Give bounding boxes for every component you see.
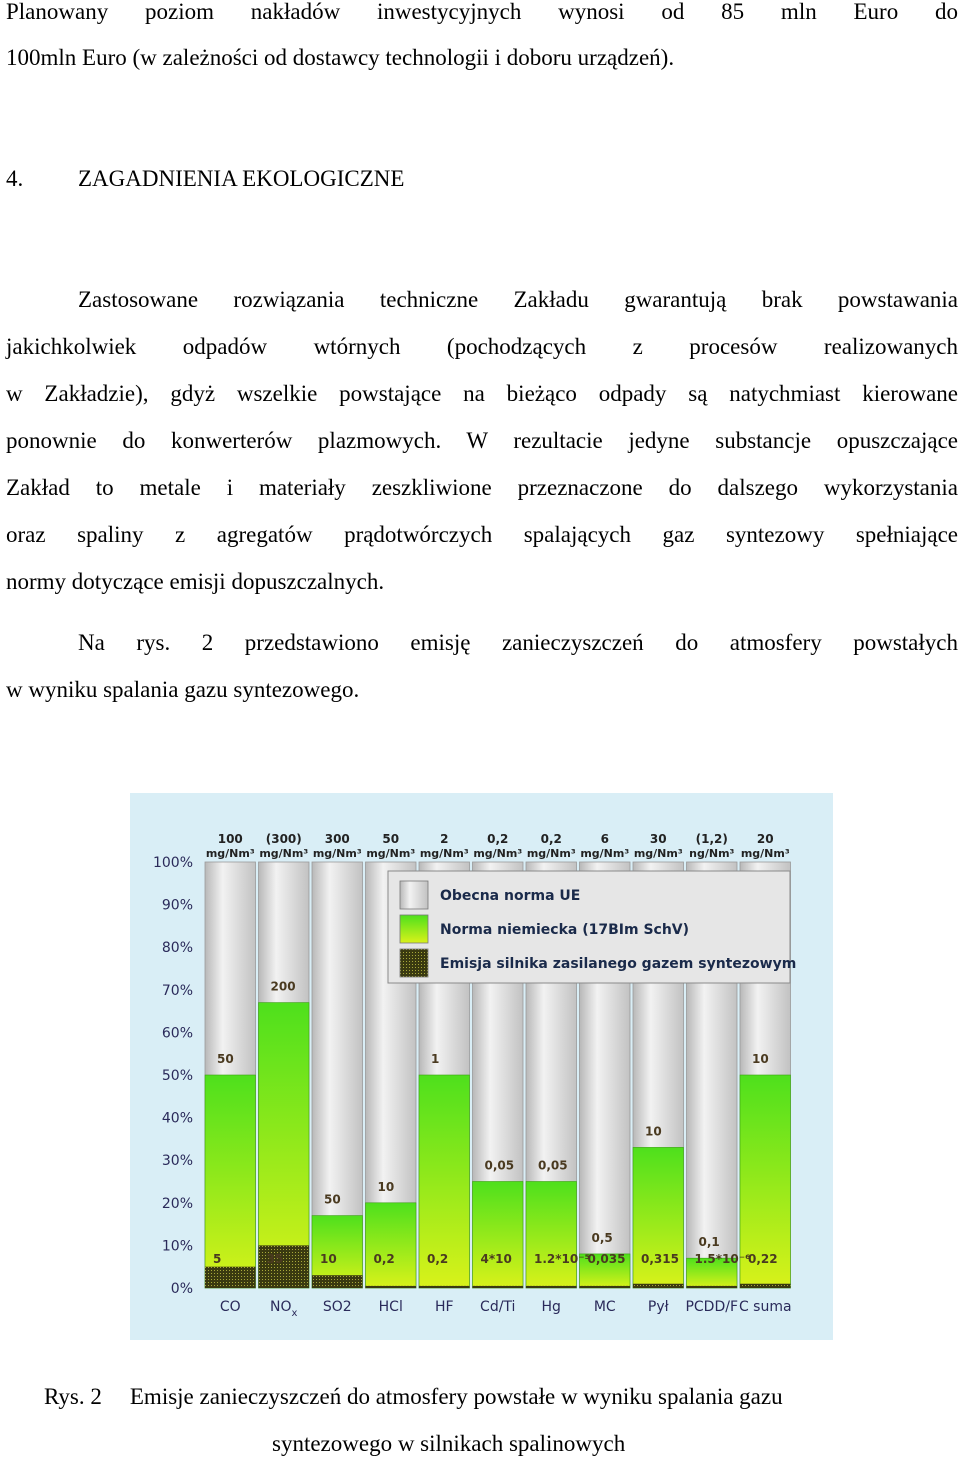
emissions-chart-svg: [130, 793, 833, 1340]
emissions-chart: [130, 793, 833, 1340]
header-limit-value: 2: [440, 832, 449, 846]
legend-swatch: [400, 915, 428, 943]
header-limit-value: 20: [756, 832, 774, 846]
header-limit-value: (1,2): [695, 832, 728, 846]
x-tick-label: CO: [219, 1299, 241, 1315]
data-label-engine-emission: 4*10: [480, 1252, 512, 1266]
header-limit-value: 6: [600, 832, 609, 846]
data-label-engine-emission: 35: [266, 1252, 284, 1266]
data-label-german-norm: 0,5: [591, 1230, 613, 1245]
header-limit-value: 0,2: [540, 832, 562, 846]
bar-engine-emission: [473, 1286, 524, 1288]
y-tick-label: 80%: [161, 940, 193, 957]
header-limit-unit: mg/Nm³: [740, 847, 790, 860]
data-label-german-norm: 10: [377, 1179, 395, 1194]
y-tick-label: 90%: [161, 897, 193, 914]
y-tick-label: 10%: [161, 1238, 193, 1255]
data-label-german-norm: 50: [324, 1192, 341, 1207]
header-limit-unit: mg/Nm³: [580, 847, 630, 860]
bar-german-norm: [526, 1182, 577, 1289]
figure-caption-line-2: syntezowego w silnikach spalinowych: [272, 1431, 626, 1456]
y-tick-label: 70%: [161, 982, 193, 999]
y-tick-label: 30%: [161, 1153, 193, 1170]
caption-text: Emisje zanieczyszczeń do atmosfery powstałe w wyniku spalania gazu: [129, 1384, 783, 1409]
data-label-engine-emission: 10: [320, 1252, 337, 1266]
body-line-2: jakichkolwiek odpadów wtórnych (pochodzących z procesów realizowanych: [6, 334, 958, 359]
x-tick-label: Cd/Ti: [480, 1299, 516, 1315]
x-tick-label: PCDD/F: [685, 1299, 739, 1315]
body-line-6: oraz spaliny z agregatów prądotwórczych spalających gaz syntezowy spełniające: [6, 522, 958, 547]
data-label-engine-emission: 0,2: [427, 1252, 449, 1266]
x-tick-label-subscript: x: [291, 1308, 298, 1319]
header-limit-unit: mg/Nm³: [312, 847, 362, 860]
header-limit-value: 30: [649, 832, 667, 846]
data-label-german-norm: 0,1: [698, 1235, 720, 1250]
bar-engine-emission: [205, 1267, 256, 1288]
header-limit-unit: mg/Nm³: [419, 847, 469, 860]
data-label-german-norm: 0,05: [538, 1158, 568, 1173]
header-limit-unit: mg/Nm³: [633, 847, 683, 860]
data-label-engine-emission: 1.2*10⁻⁵: [534, 1252, 590, 1266]
y-tick-label: 40%: [161, 1110, 193, 1127]
bar-engine-emission: [580, 1286, 631, 1288]
header-limit-value: 100: [217, 832, 243, 846]
x-tick-label: SO2: [322, 1299, 352, 1315]
bar-german-norm: [473, 1182, 524, 1289]
x-tick-label: C suma: [738, 1299, 792, 1315]
bar-engine-emission: [740, 1284, 791, 1288]
bar-german-norm: [633, 1147, 684, 1288]
header-limit-unit: mg/Nm³: [366, 847, 416, 860]
bar-engine-emission: [687, 1286, 738, 1288]
data-label-engine-emission: 0,22: [748, 1252, 778, 1266]
data-label-german-norm: 200: [270, 979, 296, 994]
body-line-3: w Zakładzie), gdyż wszelkie powstające na bieżąco odpady są natychmiast kierowane: [6, 381, 958, 406]
bar-german-norm: [259, 1003, 310, 1288]
x-tick-label: Pył: [647, 1299, 669, 1315]
data-label-engine-emission: 0,2: [373, 1252, 395, 1266]
legend-swatch: [400, 881, 428, 909]
bar-engine-emission: [312, 1275, 363, 1288]
bar-engine-emission: [419, 1286, 470, 1288]
header-limit-unit: mg/Nm³: [473, 847, 523, 860]
header-limit-value: (300): [265, 832, 302, 846]
data-label-engine-emission: 1.5*10⁻⁶: [694, 1252, 751, 1266]
header-limit-unit: mg/Nm³: [526, 847, 576, 860]
y-tick-label: 20%: [161, 1195, 193, 1212]
caption-label: Rys. 2: [44, 1384, 102, 1409]
legend-swatch: [400, 949, 428, 977]
bar-engine-emission: [366, 1286, 417, 1288]
section-number: 4.: [6, 166, 24, 191]
top-line-2: 100mln Euro (w zależności od dostawcy technologii i doboru urządzeń).: [6, 45, 675, 70]
data-label-german-norm: 10: [752, 1052, 769, 1066]
y-tick-label: 60%: [161, 1025, 193, 1042]
bar-engine-emission: [633, 1284, 684, 1288]
section-heading: [6, 166, 404, 192]
data-label-german-norm: 10: [645, 1124, 662, 1139]
figure-caption: [44, 1384, 783, 1410]
data-label-german-norm: 0,05: [484, 1158, 515, 1173]
y-tick-label: 100%: [152, 855, 193, 871]
header-limit-unit: mg/Nm³: [205, 847, 255, 860]
data-label-german-norm: 1: [431, 1052, 440, 1066]
bar-engine-emission: [526, 1286, 577, 1288]
data-label-german-norm: 50: [217, 1052, 234, 1066]
data-label-engine-emission: 0,315: [641, 1252, 679, 1266]
header-limit-value: 0,2: [487, 832, 509, 846]
fig-ref-line-2: w wyniku spalania gazu syntezowego.: [6, 677, 360, 702]
body-line-1: Zastosowane rozwiązania techniczne Zakładu gwarantują brak powstawania: [78, 287, 958, 312]
legend-entry: Norma niemiecka (17BIm SchV): [440, 922, 690, 938]
legend-entry: Emisja silnika zasilanego gazem syntezowym: [440, 956, 797, 972]
x-tick-label: HCl: [378, 1299, 403, 1315]
body-line-4: ponownie do konwerterów plazmowych. W rezultacie jedyne substancje opuszczające: [6, 428, 958, 453]
body-line-7: normy dotyczące emisji dopuszczalnych.: [6, 569, 385, 594]
data-label-engine-emission: 5: [213, 1252, 222, 1266]
bar-german-norm: [366, 1203, 417, 1288]
body-line-5: Zakład to metale i materiały zeszkliwione przeznaczone do dalszego wykorzystania: [6, 475, 958, 500]
x-tick-label: MC: [593, 1299, 616, 1315]
legend-entry: Obecna norma UE: [440, 888, 581, 904]
header-limit-unit: mg/Nm³: [259, 847, 309, 860]
x-tick-label: HF: [434, 1299, 454, 1315]
y-tick-label: 0%: [170, 1281, 193, 1297]
header-limit-value: 50: [382, 832, 400, 846]
x-tick-label: $NO_x$: [270, 1299, 298, 1319]
section-title: ZAGADNIENIA EKOLOGICZNE: [78, 166, 405, 191]
y-tick-label: 50%: [161, 1068, 193, 1084]
top-line-1: Planowany poziom nakładów inwestycyjnych wynosi od 85 mln Euro do: [6, 0, 958, 24]
header-limit-value: 300: [324, 832, 350, 846]
fig-ref-line-1: Na rys. 2 przedstawiono emisję zanieczyszczeń do atmosfery powstałych: [78, 630, 958, 655]
header-limit-unit: ng/Nm³: [689, 847, 735, 860]
data-label-engine-emission: 0,035: [587, 1252, 626, 1266]
x-tick-label: Hg: [541, 1299, 561, 1315]
